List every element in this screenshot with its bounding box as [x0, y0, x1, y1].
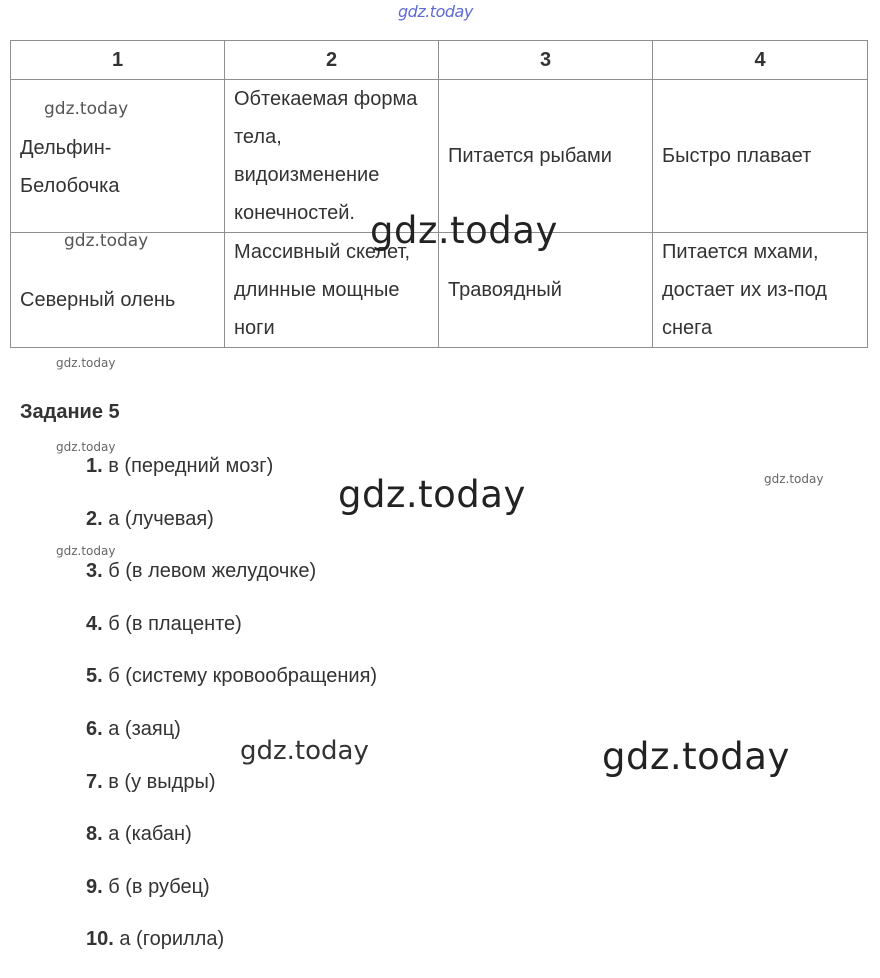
column-header-4: 4 [653, 41, 868, 80]
item-number: 5. [86, 665, 103, 688]
watermark: gdz.today [64, 231, 149, 251]
item-answer: а (лучевая) [108, 507, 214, 530]
list-item [86, 662, 377, 715]
watermark: gdz.today [56, 544, 116, 558]
item-number: 9. [86, 875, 103, 898]
watermark: gdz.today [602, 735, 790, 778]
task-answer-list [86, 452, 377, 978]
list-item [86, 820, 377, 873]
watermark: gdz.today [338, 473, 526, 516]
cell-features: Массивный скелет, длинные мощные ноги [225, 233, 439, 348]
item-answer: в (передний мозг) [108, 455, 274, 477]
list-item [86, 452, 377, 505]
list-item [86, 873, 377, 926]
item-number: 7. [86, 770, 103, 793]
task-heading: Задание 5 [20, 401, 120, 423]
watermark: gdz.today [56, 440, 116, 454]
item-answer: б (в плаценте) [108, 612, 242, 635]
item-number: 2. [86, 507, 103, 530]
column-header-2: 2 [225, 41, 439, 80]
cell-animal-text: Дельфин-Белобочка [20, 137, 120, 197]
watermark-top: gdz.today [398, 2, 473, 21]
item-number: 8. [86, 823, 103, 846]
item-number: 6. [86, 717, 103, 740]
item-answer: в (у выдры) [108, 770, 216, 793]
table-header-row [11, 41, 868, 80]
item-number: 4. [86, 612, 103, 635]
watermark: gdz.today [370, 209, 558, 252]
item-answer: а (кабан) [108, 823, 192, 846]
list-item [86, 768, 377, 821]
list-item [86, 505, 377, 558]
column-header-3: 3 [439, 41, 653, 80]
item-number: 10. [86, 928, 114, 951]
list-item [86, 610, 377, 663]
list-item [86, 557, 377, 610]
item-number: 3. [86, 560, 103, 583]
item-answer: б (в рубец) [108, 875, 210, 898]
item-answer: б (систему кровообращения) [108, 665, 378, 688]
item-answer: б (в левом желудочке) [108, 560, 317, 583]
item-number: 1. [86, 455, 103, 477]
cell-food: Питается рыбами [439, 80, 653, 233]
watermark: gdz.today [240, 736, 369, 766]
column-header-1: 1 [11, 41, 225, 80]
watermark: gdz.today [44, 99, 129, 119]
answers-table [10, 40, 868, 348]
watermark: gdz.today [764, 472, 824, 486]
cell-behavior: Питается мхами, достает их из-под снега [653, 233, 868, 348]
cell-behavior: Быстро плавает [653, 80, 868, 233]
watermark: gdz.today [56, 356, 116, 370]
cell-food: Травоядный [439, 233, 653, 348]
list-item [86, 925, 377, 978]
item-answer: а (заяц) [108, 717, 181, 740]
cell-features: Обтекаемая форма тела, видоизменение конечностей. [225, 80, 439, 233]
cell-animal-text: Северный олень [20, 289, 176, 311]
item-answer: а (горилла) [119, 928, 225, 951]
